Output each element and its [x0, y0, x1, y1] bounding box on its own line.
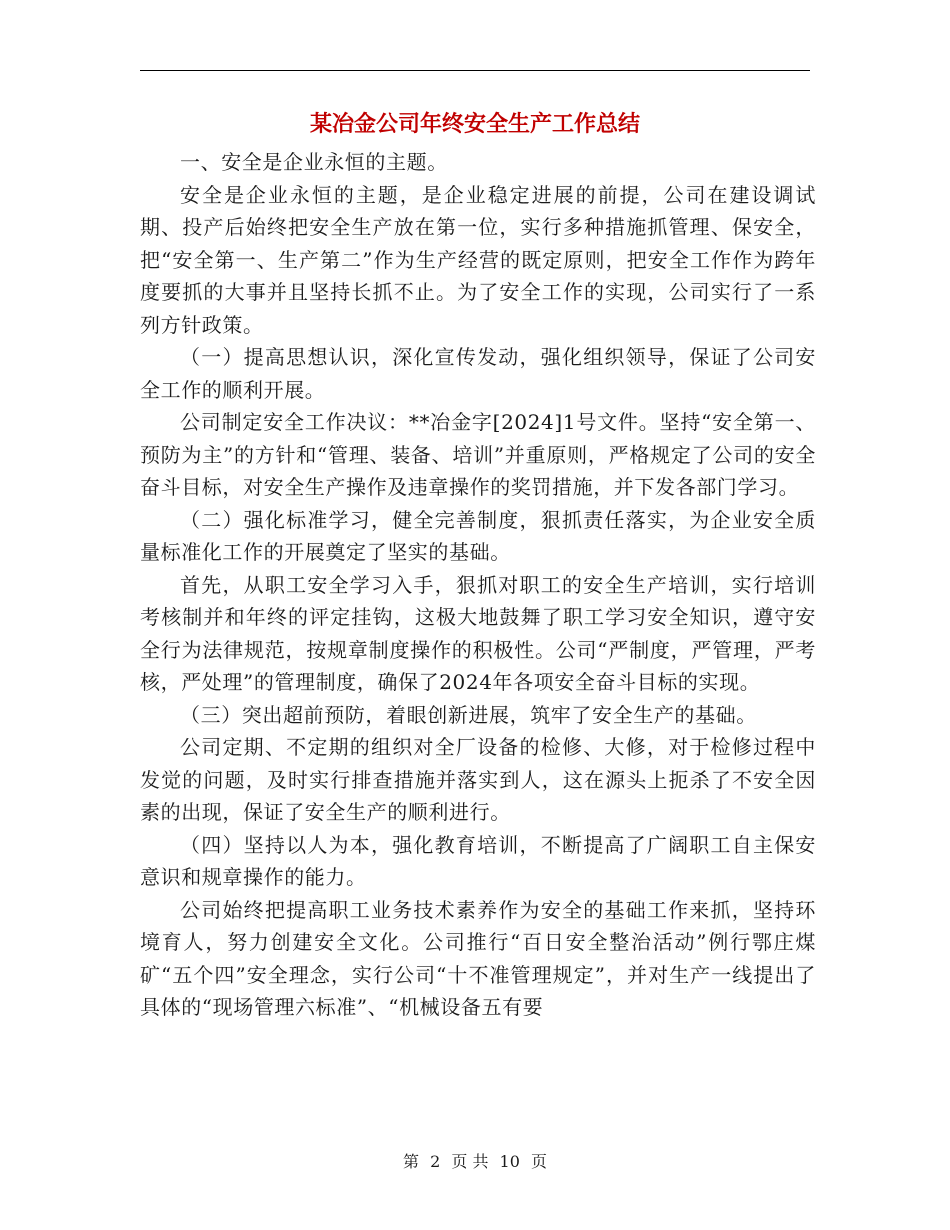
paragraph-8: 公司定期、不定期的组织对全厂设备的检修、大修，对于检修过程中发觉的问题，及时实行排查措施并落实到人，这在源头上扼杀了不安全因素的出现，保证了安全生产的顺利进行。: [140, 735, 816, 824]
paragraph-4: 公司制定安全工作决议：**冶金字[2024]1号文件。坚持“安全第一、预防为主”的方针和“管理、装备、培训”并重原则，严格规定了公司的安全奋斗目标，对安全生产操作及违章操作的奖罚措施，并下发各部门学习。: [140, 410, 816, 499]
paragraph-6: 首先，从职工安全学习入手，狠抓对职工的安全生产培训，实行培训考核制并和年终的评定挂钩，这极大地鼓舞了职工学习安全知识，遵守安全行为法律规范，按规章制度操作的积极性。公司“严制度，严管理，严考核，严处理”的管理制度，确保了2024年各项安全奋斗目标的实现。: [140, 572, 816, 694]
page-label-mid: 页 共: [451, 1152, 489, 1171]
current-page-number: 2: [430, 1152, 441, 1171]
paragraph-10: 公司始终把提高职工业务技术素养作为安全的基础工作来抓，坚持环境育人，努力创建安全文化。公司推行“百日安全整治活动”例行鄂庄煤矿“五个四”安全理念，实行公司“十不准管理规定”，并对生产一线提出了具体的“现场管理六标准”、“机械设备五有要: [140, 897, 816, 1019]
paragraph-9: （四）坚持以人为本，强化教育培训，不断提高了广阔职工自主保安意识和规章操作的能力。: [140, 832, 816, 889]
paragraph-1: 一、安全是企业永恒的主题。: [180, 150, 448, 174]
total-pages-number: 10: [499, 1152, 520, 1171]
page-label-prefix: 第: [402, 1152, 419, 1171]
paragraph-2: 安全是企业永恒的主题，是企业稳定进展的前提，公司在建设调试期、投产后始终把安全生产放在第一位，实行多种措施抓管理、保安全，把“安全第一、生产第二”作为生产经营的既定原则，把安全工作作为跨年度要抓的大事并且坚持长抓不止。为了安全工作的实现，公司实行了一系列方针政策。: [140, 182, 816, 337]
paragraph-7: （三）突出超前预防，着眼创新进展，筑牢了安全生产的基础。: [180, 702, 757, 727]
document-body: [140, 146, 816, 1024]
page-label-suffix: 页: [531, 1152, 548, 1171]
paragraph-3: （一）提高思想认识，深化宣传发动，强化组织领导，保证了公司安全工作的顺利开展。: [140, 345, 816, 402]
page-footer: [0, 1150, 950, 1174]
document-title: 某冶金公司年终安全生产工作总结: [309, 112, 640, 137]
header-rule: [140, 70, 810, 71]
paragraph-5: （二）强化标准学习，健全完善制度，狠抓责任落实，为企业安全质量标准化工作的开展奠定了坚实的基础。: [140, 507, 816, 564]
